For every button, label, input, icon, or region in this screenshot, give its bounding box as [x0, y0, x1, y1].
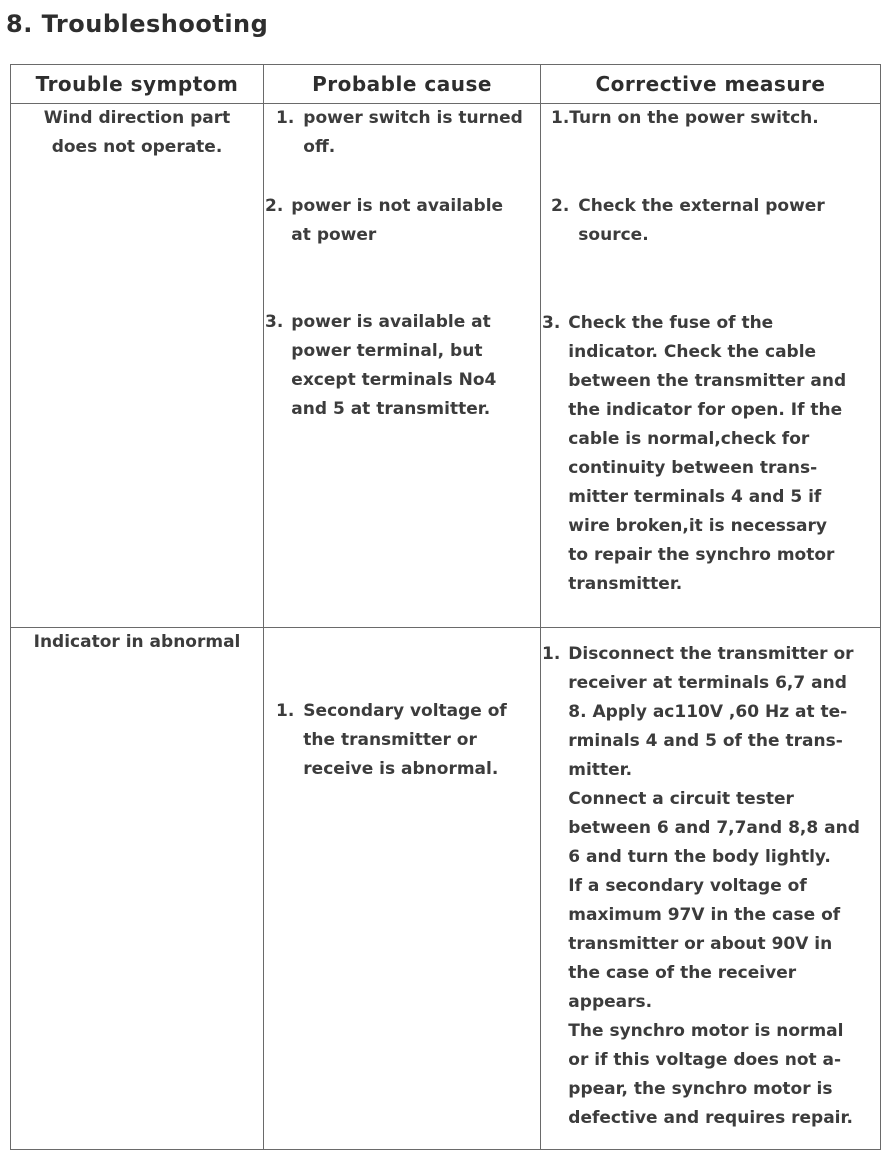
measure-item	[541, 640, 880, 1133]
measure-text: Disconnect the transmitter or receiver at terminals 6,7 and 8. Apply ac110V ,60 Hz at te- rminals 4 and 5 of the trans- mitter. Connect a circuit tester between 6 and 7,7and 8,8 and 6 and turn the body lightly. If a secondary voltage of maximum 97V in the case of transmitter or about 90V in the case of the receiver appears. The synchro motor is normal or if this voltage does not a- ppear, the synchro motor is defective and requires repair.	[568, 644, 860, 1128]
measure-cell	[541, 628, 881, 1150]
table-header-row	[11, 65, 881, 104]
symptom-text: Wind direction part does not operate.	[43, 108, 231, 157]
cause-cell	[264, 628, 541, 1150]
measure-text: Check the external power source.	[578, 196, 825, 245]
page-title: 8. Troubleshooting	[6, 10, 269, 38]
cause-text: power is not available at power	[291, 196, 504, 245]
header-trouble-symptom: Trouble symptom	[11, 65, 264, 104]
symptom-text: Indicator in abnormal	[33, 632, 241, 652]
cause-text: Secondary voltage of the transmitter or receive is abnormal.	[303, 701, 507, 779]
measure-number: 3.	[542, 313, 561, 333]
cause-item	[264, 308, 540, 424]
cause-cell	[264, 104, 541, 628]
measure-text: Turn on the power switch.	[569, 108, 819, 128]
measure-number: 1.	[551, 108, 570, 128]
measure-item	[541, 104, 880, 133]
table-row	[11, 628, 881, 1150]
measure-cell	[541, 104, 881, 628]
header-corrective-measure: Corrective measure	[541, 65, 881, 104]
measure-item	[541, 192, 880, 250]
cause-number: 3.	[265, 312, 284, 332]
cause-number: 1.	[276, 108, 295, 128]
symptom-cell	[11, 104, 264, 628]
measure-text: Check the fuse of the indicator. Check the cable between the transmitter and the indicator for open. If the cable is normal,check for continuity between trans- mitter terminals 4 and 5 if wire broken,it is necessary to repair the synchro motor transmitter.	[568, 313, 847, 594]
troubleshooting-table	[10, 64, 881, 1150]
table-row	[11, 104, 881, 628]
symptom-cell	[11, 628, 264, 1150]
measure-item	[541, 309, 880, 599]
header-probable-cause: Probable cause	[264, 65, 541, 104]
cause-item	[264, 697, 540, 784]
cause-text: power switch is turned off.	[303, 108, 523, 157]
cause-text: power is available at power terminal, but except terminals No4 and 5 at transmitter.	[291, 312, 497, 419]
measure-number: 2.	[551, 196, 570, 216]
cause-item	[264, 104, 540, 162]
measure-number: 1.	[542, 644, 561, 664]
cause-number: 1.	[276, 701, 295, 721]
cause-item	[264, 192, 540, 250]
cause-number: 2.	[265, 196, 284, 216]
